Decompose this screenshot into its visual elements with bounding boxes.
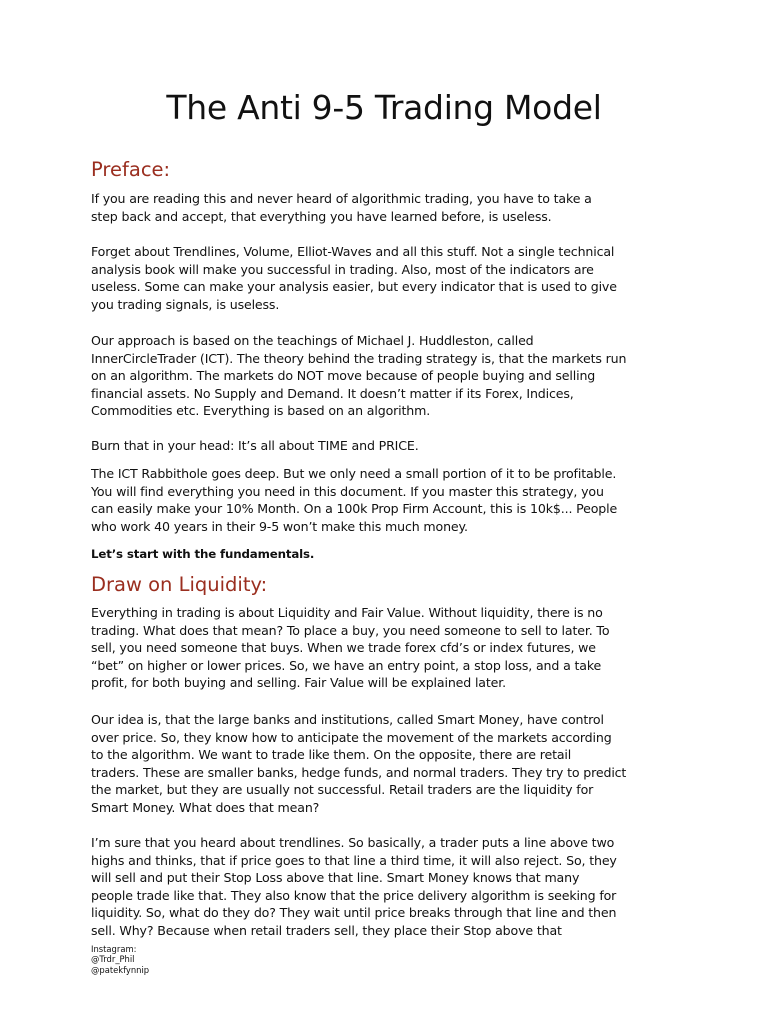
footer-social-handles <box>91 944 149 975</box>
paragraph: Our idea is, that the large banks and institutions, called Smart Money, have control over price. So, they know how to anticipate the movement of the markets according to the algorithm. We want to trade like them. On the opposite, there are retail traders. These are smaller banks, hedge funds, and normal traders. They try to predict the market, but they are usually not successful. Retail traders are the liquidity for Smart Money. What does that mean? <box>91 712 627 815</box>
paragraph: The ICT Rabbithole goes deep. But we only need a small portion of it to be profitable. You will find everything you need in this document. If you master this strategy, you can easily make your 10% Month. On a 100k Prop Firm Account, this is 10k$... People who work 40 years in their 9-5 won’t make this much money. <box>91 466 618 534</box>
bold-paragraph: Let’s start with the fundamentals. <box>91 547 315 561</box>
paragraph: Burn that in your head: It’s all about TIME and PRICE. <box>91 438 419 453</box>
paragraph: Everything in trading is about Liquidity and Fair Value. Without liquidity, there is no trading. What does that mean? To place a buy, you need someone to sell to later. To sell, you need someone that buys. When we trade forex cfd’s or index futures, we “bet” on higher or lower prices. So, we have an entry point, a stop loss, and a take profit, for both buying and selling. Fair Value will be explained later. <box>91 605 610 691</box>
section-heading-draw-on-liquidity: Draw on Liquidity: <box>91 573 268 596</box>
paragraph: Our approach is based on the teachings of Michael J. Huddleston, called InnerCircleTrader (ICT). The theory behind the trading strategy is, that the markets run on an algorithm. The markets do NOT move because of people buying and selling financial assets. No Supply and Demand. It doesn’t matter if its Forex, Indices, Commodities etc. Everything is based on an algorithm. <box>91 333 627 419</box>
paragraph: If you are reading this and never heard of algorithmic trading, you have to take a step back and accept, that everything you have learned before, is useless. <box>91 191 592 224</box>
paragraph: Forget about Trendlines, Volume, Elliot-Waves and all this stuff. Not a single technical analysis book will make you successful in trading. Also, most of the indicators are useless. Some can make your analysis easier, but every indicator that is used to give you trading signals, is useless. <box>91 244 617 312</box>
footer-label: Instagram: <box>91 944 137 954</box>
section-heading-preface: Preface: <box>91 158 171 181</box>
page-title: The Anti 9-5 Trading Model <box>166 88 602 127</box>
footer-handle: @Trdr_Phil <box>91 954 135 965</box>
footer-handle: @patekfynnip <box>91 964 150 975</box>
paragraph: I’m sure that you heard about trendlines. So basically, a trader puts a line above two highs and thinks, that if price goes to that line a third time, it will also reject. So, they will sell and put their Stop Loss above that line. Smart Money knows that many people trade like that. They also know that the price delivery algorithm is seeking for liquidity. So, what do they do? They wait until price breaks through that line and then sell. Why? Because when retail traders sell, they place their Stop above that <box>91 835 617 938</box>
